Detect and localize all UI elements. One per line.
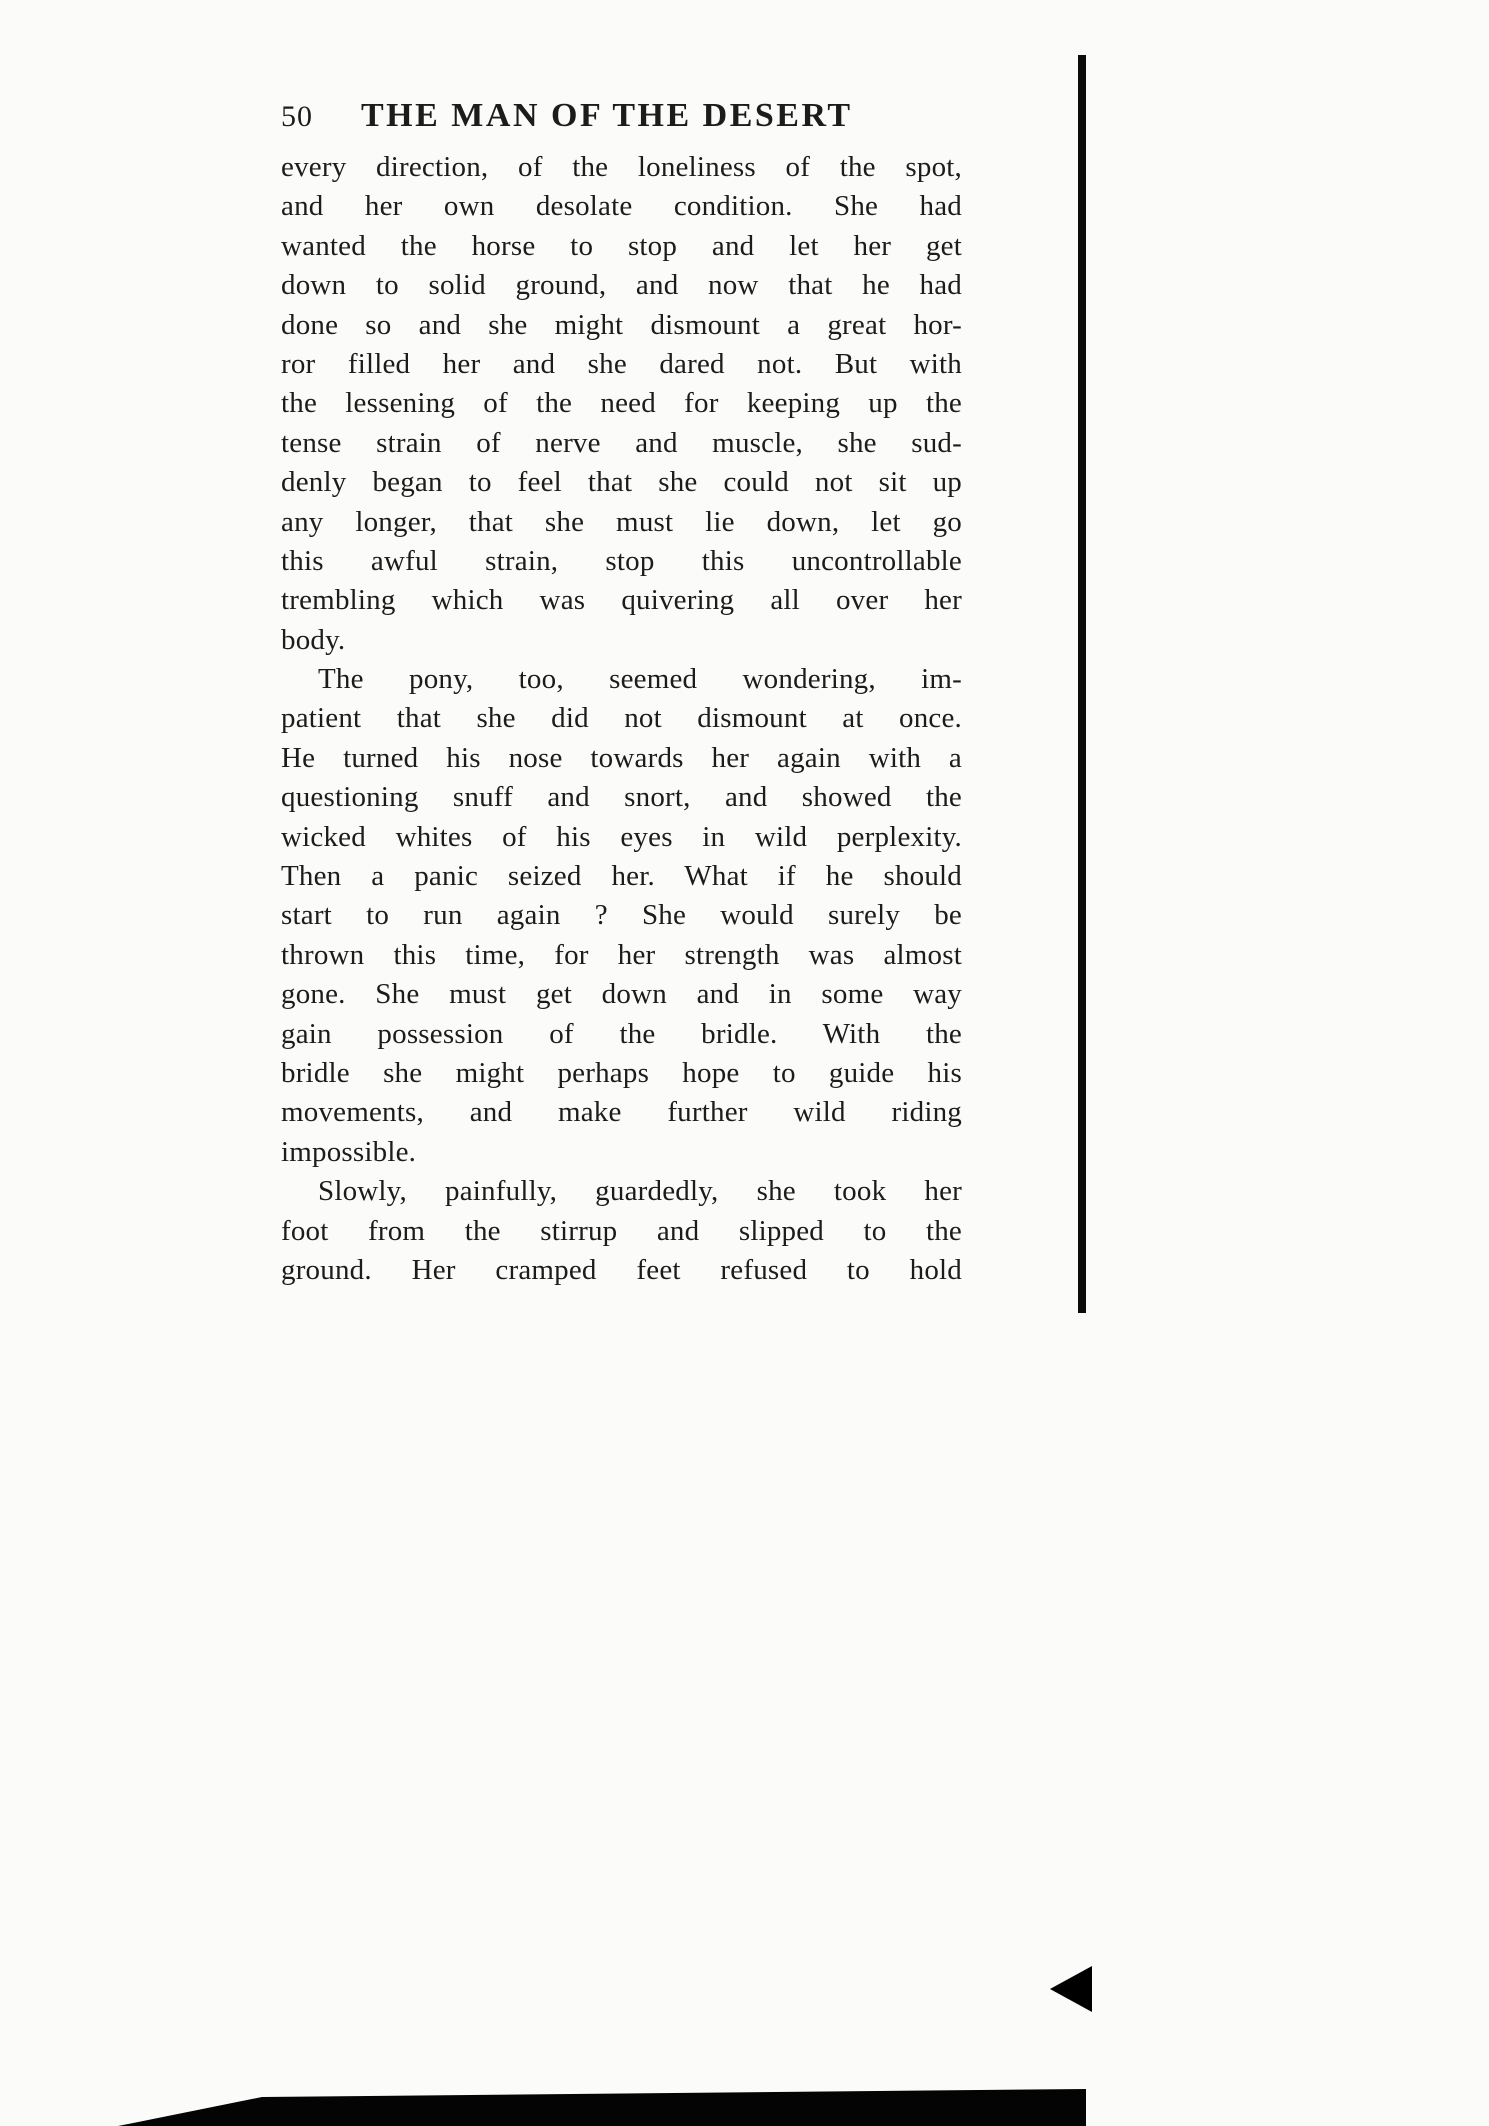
text-line: wicked whites of his eyes in wild perplexity. bbox=[281, 820, 962, 853]
text-line: questioning snuff and snort, and showed the bbox=[281, 781, 962, 814]
text-line: Then a panic seized her. What if he should bbox=[281, 860, 962, 893]
paragraph bbox=[281, 660, 962, 1172]
text-line: Slowly, painfully, guardedly, she took her bbox=[318, 1175, 962, 1208]
text-line: patient that she did not dismount at once. bbox=[281, 702, 962, 735]
text-line: He turned his nose towards her again with a bbox=[281, 741, 962, 774]
text-line: tense strain of nerve and muscle, she sud- bbox=[281, 426, 962, 459]
text-line: gain possession of the bridle. With the bbox=[281, 1017, 962, 1050]
text-line: bridle she might perhaps hope to guide his bbox=[281, 1056, 962, 1089]
text-line: any longer, that she must lie down, let go bbox=[281, 505, 962, 538]
page-number: 50 bbox=[281, 100, 313, 133]
text-line: foot from the stirrup and slipped to the bbox=[281, 1214, 962, 1247]
text-line: impossible. bbox=[281, 1135, 417, 1168]
paragraph bbox=[281, 1172, 962, 1290]
text-line: wanted the horse to stop and let her get bbox=[281, 229, 962, 262]
text-line: start to run again ? She would surely be bbox=[281, 899, 962, 932]
text-line: thrown this time, for her strength was almost bbox=[281, 938, 962, 971]
text-line: body. bbox=[281, 623, 346, 656]
text-line: down to solid ground, and now that he had bbox=[281, 269, 962, 302]
text-line: and her own desolate condition. She had bbox=[281, 190, 962, 223]
text-line: ground. Her cramped feet refused to hold bbox=[281, 1253, 962, 1286]
text-line: every direction, of the loneliness of the spot, bbox=[281, 151, 962, 183]
text-line: denly began to feel that she could not sit up bbox=[281, 466, 962, 499]
text-line: ror filled her and she dared not. But with bbox=[281, 347, 962, 380]
text-line: trembling which was quivering all over her bbox=[281, 584, 962, 617]
text-line: movements, and make further wild riding bbox=[281, 1096, 962, 1129]
text-line: the lessening of the need for keeping up the bbox=[281, 387, 962, 420]
text-line: this awful strain, stop this uncontrollable bbox=[281, 544, 962, 577]
page-header bbox=[281, 96, 962, 142]
text-line: gone. She must get down and in some way bbox=[281, 978, 962, 1011]
text-line: The pony, too, seemed wondering, im- bbox=[318, 663, 962, 696]
book-edge-line bbox=[1078, 55, 1086, 1313]
scan-mark-bottom-edge bbox=[118, 2089, 1086, 2126]
body-text bbox=[281, 148, 962, 1290]
scan-mark-triangle-icon bbox=[1050, 1966, 1092, 2012]
running-header-title: THE MAN OF THE DESERT bbox=[361, 97, 853, 134]
paragraph bbox=[281, 148, 962, 660]
text-line: done so and she might dismount a great hor- bbox=[281, 308, 962, 341]
